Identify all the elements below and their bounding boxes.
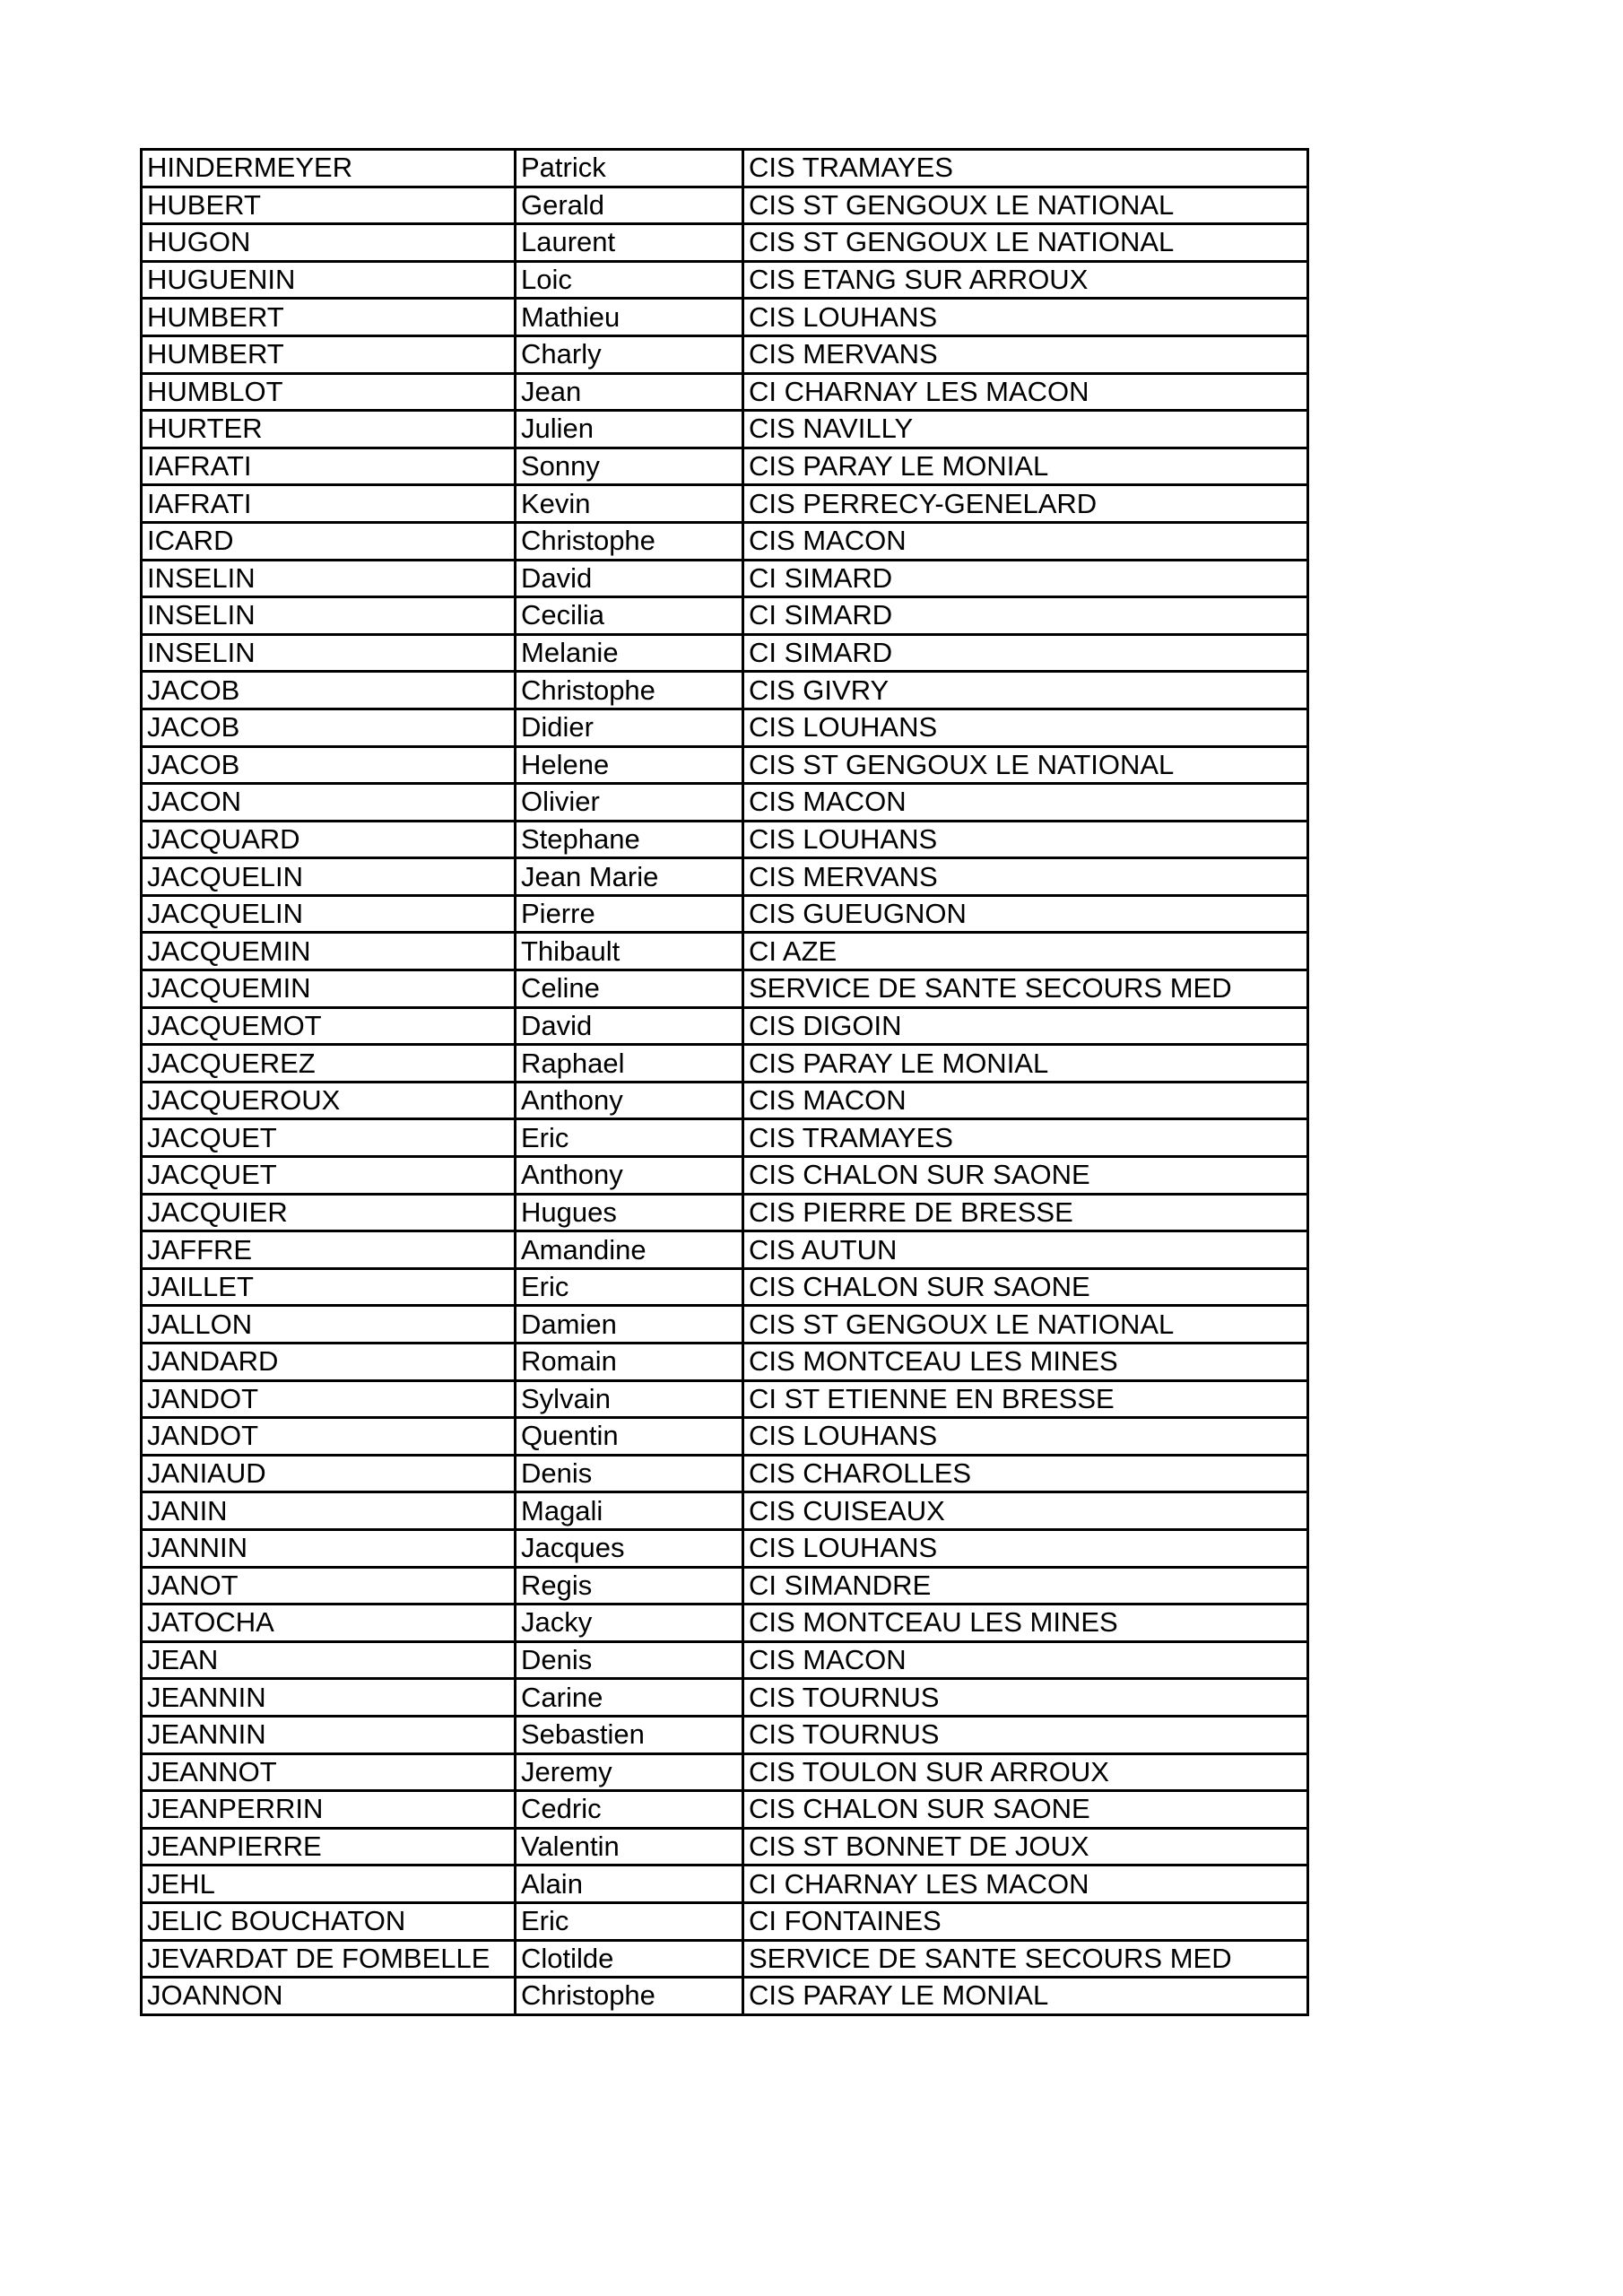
unit-cell: CIS LOUHANS <box>743 299 1308 336</box>
table-row <box>142 1119 1308 1157</box>
last-name-cell: JALLON <box>142 1306 516 1344</box>
unit-cell: CIS ST BONNET DE JOUX <box>743 1828 1308 1866</box>
unit-cell: CIS TRAMAYES <box>743 1119 1308 1157</box>
last-name-cell: JANDOT <box>142 1418 516 1456</box>
first-name-cell: David <box>516 560 743 597</box>
last-name-cell: JACQUELIN <box>142 895 516 933</box>
last-name-cell: JANDOT <box>142 1380 516 1418</box>
unit-cell: CIS ETANG SUR ARROUX <box>743 261 1308 299</box>
unit-cell: CI SIMARD <box>743 634 1308 672</box>
unit-cell: CIS TOULON SUR ARROUX <box>743 1753 1308 1791</box>
last-name-cell: JANOT <box>142 1567 516 1605</box>
first-name-cell: Julien <box>516 411 743 448</box>
unit-cell: CIS DIGOIN <box>743 1007 1308 1045</box>
unit-cell: CI AZE <box>743 933 1308 970</box>
first-name-cell: Damien <box>516 1306 743 1344</box>
unit-cell: CIS TRAMAYES <box>743 150 1308 187</box>
last-name-cell: JACQUET <box>142 1119 516 1157</box>
table-row <box>142 448 1308 485</box>
table-row <box>142 1344 1308 1381</box>
first-name-cell: Clotilde <box>516 1940 743 1978</box>
unit-cell: CIS MERVANS <box>743 858 1308 896</box>
first-name-cell: Hugues <box>516 1194 743 1231</box>
unit-cell: CIS LOUHANS <box>743 709 1308 746</box>
unit-cell: CIS GIVRY <box>743 672 1308 709</box>
table-row <box>142 784 1308 822</box>
last-name-cell: JAILLET <box>142 1268 516 1306</box>
table-row <box>142 1978 1308 2015</box>
first-name-cell: Sebastien <box>516 1716 743 1753</box>
table-row <box>142 1679 1308 1717</box>
table-row <box>142 1194 1308 1231</box>
unit-cell: CIS CHALON SUR SAONE <box>743 1157 1308 1195</box>
table-row <box>142 299 1308 336</box>
first-name-cell: Alain <box>516 1866 743 1903</box>
first-name-cell: Charly <box>516 335 743 373</box>
first-name-cell: Stephane <box>516 821 743 858</box>
table-row <box>142 1567 1308 1605</box>
first-name-cell: Patrick <box>516 150 743 187</box>
roster-table <box>140 148 1309 2016</box>
table-row <box>142 1866 1308 1903</box>
unit-cell: CIS PIERRE DE BRESSE <box>743 1194 1308 1231</box>
first-name-cell: Didier <box>516 709 743 746</box>
last-name-cell: JEANNOT <box>142 1753 516 1791</box>
table-row <box>142 1380 1308 1418</box>
first-name-cell: Laurent <box>516 224 743 262</box>
first-name-cell: Olivier <box>516 784 743 822</box>
last-name-cell: JACQUET <box>142 1157 516 1195</box>
last-name-cell: INSELIN <box>142 560 516 597</box>
unit-cell: CIS MACON <box>743 1082 1308 1119</box>
unit-cell: CIS MACON <box>743 1641 1308 1679</box>
unit-cell: CI SIMARD <box>743 560 1308 597</box>
table-row <box>142 1007 1308 1045</box>
last-name-cell: JACQUEMIN <box>142 933 516 970</box>
table-row <box>142 522 1308 560</box>
last-name-cell: JACOB <box>142 672 516 709</box>
last-name-cell: HINDERMEYER <box>142 150 516 187</box>
last-name-cell: JANDARD <box>142 1344 516 1381</box>
table-row <box>142 1492 1308 1530</box>
unit-cell: CIS CHAROLLES <box>743 1455 1308 1492</box>
unit-cell: CI SIMARD <box>743 597 1308 635</box>
unit-cell: CI CHARNAY LES MACON <box>743 1866 1308 1903</box>
table-row <box>142 1716 1308 1753</box>
table-row <box>142 1529 1308 1567</box>
last-name-cell: IAFRATI <box>142 448 516 485</box>
unit-cell: CIS TOURNUS <box>743 1679 1308 1717</box>
last-name-cell: JEANPIERRE <box>142 1828 516 1866</box>
table-row <box>142 1045 1308 1083</box>
unit-cell: CIS CHALON SUR SAONE <box>743 1791 1308 1829</box>
table-row <box>142 1940 1308 1978</box>
first-name-cell: Eric <box>516 1902 743 1940</box>
last-name-cell: JACQUARD <box>142 821 516 858</box>
unit-cell: CIS MACON <box>743 784 1308 822</box>
last-name-cell: JANIAUD <box>142 1455 516 1492</box>
first-name-cell: Cecilia <box>516 597 743 635</box>
last-name-cell: JAFFRE <box>142 1231 516 1269</box>
unit-cell: CIS TOURNUS <box>743 1716 1308 1753</box>
unit-cell: CIS ST GENGOUX LE NATIONAL <box>743 187 1308 224</box>
last-name-cell: JOANNON <box>142 1978 516 2015</box>
table-row <box>142 895 1308 933</box>
first-name-cell: Thibault <box>516 933 743 970</box>
last-name-cell: HUMBLOT <box>142 373 516 411</box>
table-row <box>142 709 1308 746</box>
unit-cell: CIS GUEUGNON <box>743 895 1308 933</box>
first-name-cell: Cedric <box>516 1791 743 1829</box>
first-name-cell: Loic <box>516 261 743 299</box>
first-name-cell: Celine <box>516 970 743 1008</box>
first-name-cell: Quentin <box>516 1418 743 1456</box>
first-name-cell: Sylvain <box>516 1380 743 1418</box>
table-row <box>142 485 1308 523</box>
last-name-cell: JACQUIER <box>142 1194 516 1231</box>
table-row <box>142 1902 1308 1940</box>
first-name-cell: Valentin <box>516 1828 743 1866</box>
first-name-cell: Jean <box>516 373 743 411</box>
unit-cell: CIS ST GENGOUX LE NATIONAL <box>743 746 1308 784</box>
first-name-cell: Pierre <box>516 895 743 933</box>
last-name-cell: JACQUEMOT <box>142 1007 516 1045</box>
first-name-cell: Jacky <box>516 1605 743 1642</box>
table-row <box>142 858 1308 896</box>
last-name-cell: HURTER <box>142 411 516 448</box>
last-name-cell: HUMBERT <box>142 299 516 336</box>
first-name-cell: Helene <box>516 746 743 784</box>
unit-cell: CIS CUISEAUX <box>743 1492 1308 1530</box>
last-name-cell: JELIC BOUCHATON <box>142 1902 516 1940</box>
table-row <box>142 261 1308 299</box>
last-name-cell: JACQUEMIN <box>142 970 516 1008</box>
last-name-cell: JEVARDAT DE FOMBELLE <box>142 1940 516 1978</box>
last-name-cell: JACOB <box>142 746 516 784</box>
unit-cell: CIS LOUHANS <box>743 1418 1308 1456</box>
last-name-cell: JEAN <box>142 1641 516 1679</box>
last-name-cell: JEHL <box>142 1866 516 1903</box>
table-row <box>142 1791 1308 1829</box>
last-name-cell: ICARD <box>142 522 516 560</box>
first-name-cell: Romain <box>516 1344 743 1381</box>
table-row <box>142 1268 1308 1306</box>
table-row <box>142 150 1308 187</box>
table-row <box>142 187 1308 224</box>
last-name-cell: JANNIN <box>142 1529 516 1567</box>
unit-cell: CIS ST GENGOUX LE NATIONAL <box>743 224 1308 262</box>
table-row <box>142 821 1308 858</box>
unit-cell: CI CHARNAY LES MACON <box>743 373 1308 411</box>
first-name-cell: Anthony <box>516 1082 743 1119</box>
table-row <box>142 1828 1308 1866</box>
first-name-cell: Jeremy <box>516 1753 743 1791</box>
last-name-cell: JEANPERRIN <box>142 1791 516 1829</box>
roster-table-body <box>142 150 1308 2015</box>
first-name-cell: David <box>516 1007 743 1045</box>
last-name-cell: JEANNIN <box>142 1716 516 1753</box>
first-name-cell: Sonny <box>516 448 743 485</box>
first-name-cell: Carine <box>516 1679 743 1717</box>
last-name-cell: JACQUEREZ <box>142 1045 516 1083</box>
first-name-cell: Amandine <box>516 1231 743 1269</box>
table-row <box>142 1455 1308 1492</box>
table-row <box>142 224 1308 262</box>
table-row <box>142 1231 1308 1269</box>
last-name-cell: HUBERT <box>142 187 516 224</box>
last-name-cell: JACQUELIN <box>142 858 516 896</box>
first-name-cell: Eric <box>516 1268 743 1306</box>
unit-cell: CI SIMANDRE <box>743 1567 1308 1605</box>
unit-cell: CIS MERVANS <box>743 335 1308 373</box>
first-name-cell: Denis <box>516 1641 743 1679</box>
table-row <box>142 1605 1308 1642</box>
last-name-cell: IAFRATI <box>142 485 516 523</box>
last-name-cell: JEANNIN <box>142 1679 516 1717</box>
unit-cell: CIS PARAY LE MONIAL <box>743 448 1308 485</box>
table-row <box>142 1418 1308 1456</box>
first-name-cell: Christophe <box>516 1978 743 2015</box>
unit-cell: CIS PERRECY-GENELARD <box>743 485 1308 523</box>
table-row <box>142 970 1308 1008</box>
table-row <box>142 597 1308 635</box>
unit-cell: SERVICE DE SANTE SECOURS MED <box>743 1940 1308 1978</box>
last-name-cell: HUMBERT <box>142 335 516 373</box>
table-row <box>142 634 1308 672</box>
unit-cell: CIS MONTCEAU LES MINES <box>743 1605 1308 1642</box>
first-name-cell: Jean Marie <box>516 858 743 896</box>
first-name-cell: Raphael <box>516 1045 743 1083</box>
last-name-cell: INSELIN <box>142 634 516 672</box>
table-row <box>142 411 1308 448</box>
first-name-cell: Melanie <box>516 634 743 672</box>
table-row <box>142 933 1308 970</box>
first-name-cell: Jacques <box>516 1529 743 1567</box>
table-row <box>142 335 1308 373</box>
unit-cell: CIS ST GENGOUX LE NATIONAL <box>743 1306 1308 1344</box>
first-name-cell: Magali <box>516 1492 743 1530</box>
unit-cell: CI FONTAINES <box>743 1902 1308 1940</box>
last-name-cell: HUGUENIN <box>142 261 516 299</box>
table-row <box>142 1641 1308 1679</box>
unit-cell: CIS PARAY LE MONIAL <box>743 1978 1308 2015</box>
first-name-cell: Gerald <box>516 187 743 224</box>
unit-cell: CI ST ETIENNE EN BRESSE <box>743 1380 1308 1418</box>
table-row <box>142 746 1308 784</box>
unit-cell: CIS LOUHANS <box>743 1529 1308 1567</box>
last-name-cell: JANIN <box>142 1492 516 1530</box>
table-row <box>142 672 1308 709</box>
last-name-cell: INSELIN <box>142 597 516 635</box>
table-row <box>142 1082 1308 1119</box>
first-name-cell: Kevin <box>516 485 743 523</box>
table-row <box>142 1753 1308 1791</box>
unit-cell: CIS CHALON SUR SAONE <box>743 1268 1308 1306</box>
first-name-cell: Christophe <box>516 522 743 560</box>
unit-cell: CIS MACON <box>743 522 1308 560</box>
unit-cell: CIS MONTCEAU LES MINES <box>743 1344 1308 1381</box>
first-name-cell: Christophe <box>516 672 743 709</box>
last-name-cell: JACOB <box>142 709 516 746</box>
first-name-cell: Anthony <box>516 1157 743 1195</box>
unit-cell: SERVICE DE SANTE SECOURS MED <box>743 970 1308 1008</box>
first-name-cell: Regis <box>516 1567 743 1605</box>
table-row <box>142 560 1308 597</box>
unit-cell: CIS AUTUN <box>743 1231 1308 1269</box>
unit-cell: CIS NAVILLY <box>743 411 1308 448</box>
unit-cell: CIS PARAY LE MONIAL <box>743 1045 1308 1083</box>
first-name-cell: Mathieu <box>516 299 743 336</box>
last-name-cell: JACQUEROUX <box>142 1082 516 1119</box>
table-row <box>142 1157 1308 1195</box>
table-row <box>142 373 1308 411</box>
last-name-cell: HUGON <box>142 224 516 262</box>
table-row <box>142 1306 1308 1344</box>
last-name-cell: JACON <box>142 784 516 822</box>
unit-cell: CIS LOUHANS <box>743 821 1308 858</box>
last-name-cell: JATOCHA <box>142 1605 516 1642</box>
first-name-cell: Eric <box>516 1119 743 1157</box>
first-name-cell: Denis <box>516 1455 743 1492</box>
